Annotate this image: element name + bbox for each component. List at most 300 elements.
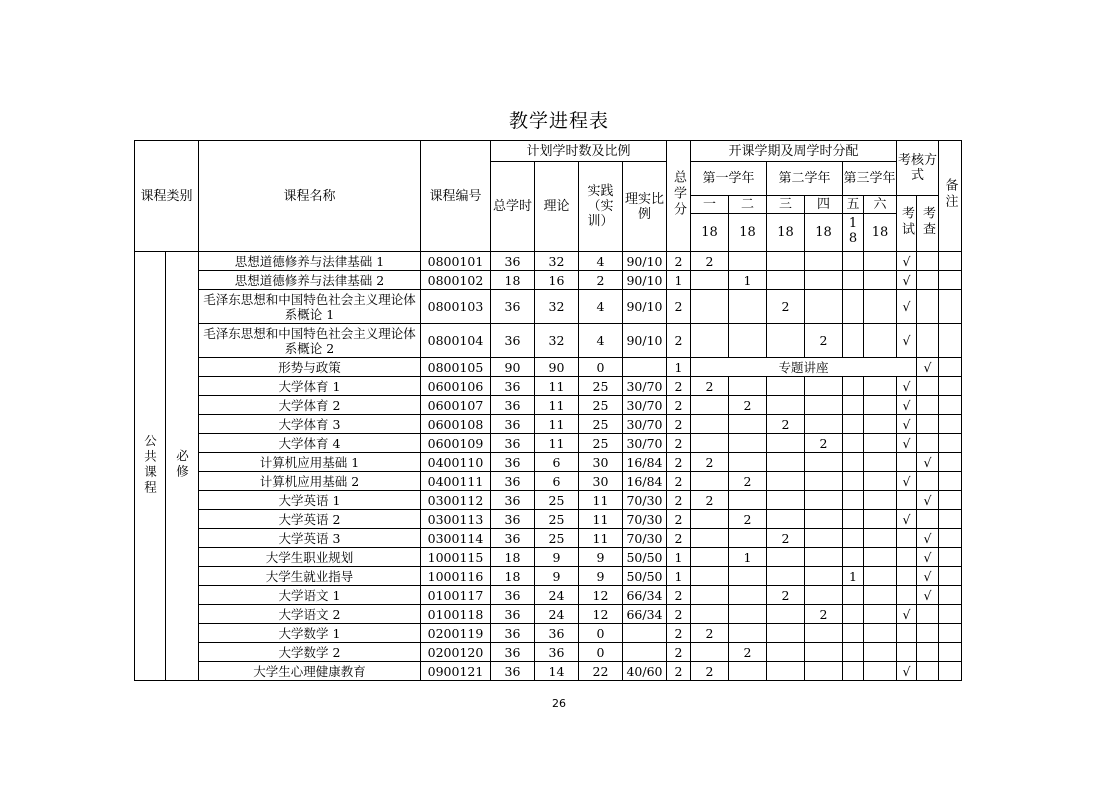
- semester-4-hours: [805, 510, 843, 529]
- practice-hours: 25: [579, 396, 623, 415]
- course-name: 大学英语 3: [199, 529, 421, 548]
- semester-4-hours: [805, 396, 843, 415]
- total-hours: 36: [491, 643, 535, 662]
- header-remarks-label: 备注: [942, 178, 958, 210]
- semester-3-hours: [767, 567, 805, 586]
- remarks: [939, 377, 962, 396]
- semester-3-hours: [767, 605, 805, 624]
- semester-6-hours: [864, 643, 897, 662]
- total-hours: 36: [491, 605, 535, 624]
- semester-1-hours: 2: [691, 377, 729, 396]
- semester-1-hours: [691, 415, 729, 434]
- semester-3-hours: [767, 662, 805, 681]
- semester-1-hours: [691, 472, 729, 491]
- practice-hours: 4: [579, 290, 623, 324]
- semester-6-hours: [864, 415, 897, 434]
- course-name: 大学生职业规划: [199, 548, 421, 567]
- group-category-label: 公共课程: [142, 433, 158, 496]
- semester-3-hours: [767, 453, 805, 472]
- semester-2-hours: [729, 491, 767, 510]
- header-weeks-5-label: 18: [845, 215, 861, 246]
- header-plan-hours: 计划学时数及比例: [491, 141, 667, 162]
- practice-hours: 12: [579, 586, 623, 605]
- semester-2-hours: [729, 252, 767, 271]
- course-code: 0600109: [421, 434, 491, 453]
- credits: 2: [667, 605, 691, 624]
- exam-mark: [897, 529, 917, 548]
- semester-1-hours: 2: [691, 662, 729, 681]
- exam-mark: [897, 643, 917, 662]
- theory-hours: 32: [535, 290, 579, 324]
- theory-hours: 14: [535, 662, 579, 681]
- credits: 2: [667, 472, 691, 491]
- check-mark: [917, 271, 939, 290]
- semester-6-hours: [864, 434, 897, 453]
- theory-hours: 90: [535, 358, 579, 377]
- check-mark: √: [917, 491, 939, 510]
- semester-3-hours: [767, 510, 805, 529]
- exam-mark: [897, 586, 917, 605]
- semester-2-hours: [729, 290, 767, 324]
- check-mark: √: [917, 586, 939, 605]
- ratio: 66/34: [623, 586, 667, 605]
- remarks: [939, 271, 962, 290]
- course-code: 0100118: [421, 605, 491, 624]
- table-row: [135, 529, 962, 548]
- course-code: 0600107: [421, 396, 491, 415]
- course-name: 计算机应用基础 1: [199, 453, 421, 472]
- header-sem-5: 五: [843, 196, 864, 214]
- practice-hours: 25: [579, 415, 623, 434]
- semester-5-hours: [843, 643, 864, 662]
- semester-5-hours: [843, 415, 864, 434]
- course-name: 思想道德修养与法律基础 1: [199, 252, 421, 271]
- header-ratio: 理实比例: [623, 162, 667, 252]
- semester-5-hours: [843, 624, 864, 643]
- header-exam-label: 考试: [899, 205, 914, 238]
- course-code: 0200119: [421, 624, 491, 643]
- semester-4-hours: [805, 377, 843, 396]
- total-hours: 18: [491, 271, 535, 290]
- credits: 2: [667, 529, 691, 548]
- check-mark: √: [917, 358, 939, 377]
- total-hours: 18: [491, 548, 535, 567]
- ratio: 70/30: [623, 510, 667, 529]
- remarks: [939, 548, 962, 567]
- practice-hours: 22: [579, 662, 623, 681]
- group-type-label: 必修: [174, 449, 190, 480]
- group-type: [166, 252, 199, 681]
- practice-hours: 4: [579, 252, 623, 271]
- table-row: [135, 290, 962, 324]
- theory-hours: 32: [535, 252, 579, 271]
- total-hours: 36: [491, 396, 535, 415]
- semester-5-hours: [843, 252, 864, 271]
- course-code: 1000115: [421, 548, 491, 567]
- course-code: 0600106: [421, 377, 491, 396]
- header-semester-dist: 开课学期及周学时分配: [691, 141, 897, 162]
- ratio: 66/34: [623, 605, 667, 624]
- semester-5-hours: [843, 510, 864, 529]
- table-row: [135, 586, 962, 605]
- credits: 2: [667, 415, 691, 434]
- practice-hours: 0: [579, 624, 623, 643]
- course-name: 毛泽东思想和中国特色社会主义理论体系概论 1: [199, 290, 421, 324]
- theory-hours: 6: [535, 472, 579, 491]
- remarks: [939, 324, 962, 358]
- semester-1-hours: [691, 548, 729, 567]
- header-weeks-2: 18: [729, 214, 767, 252]
- semester-4-hours: 2: [805, 605, 843, 624]
- credits: 1: [667, 271, 691, 290]
- total-hours: 36: [491, 324, 535, 358]
- credits: 2: [667, 491, 691, 510]
- check-mark: [917, 377, 939, 396]
- header-sem-2: 二: [729, 196, 767, 214]
- total-hours: 36: [491, 662, 535, 681]
- course-name: 毛泽东思想和中国特色社会主义理论体系概论 2: [199, 324, 421, 358]
- course-name: 大学数学 2: [199, 643, 421, 662]
- semester-5-hours: [843, 396, 864, 415]
- check-mark: √: [917, 548, 939, 567]
- semester-2-hours: [729, 415, 767, 434]
- semester-3-hours: 2: [767, 586, 805, 605]
- semester-5-hours: [843, 529, 864, 548]
- semester-6-hours: [864, 586, 897, 605]
- ratio: 90/10: [623, 290, 667, 324]
- semester-2-hours: [729, 453, 767, 472]
- check-mark: [917, 662, 939, 681]
- total-hours: 36: [491, 290, 535, 324]
- semester-2-hours: 2: [729, 472, 767, 491]
- exam-mark: √: [897, 662, 917, 681]
- exam-mark: [897, 491, 917, 510]
- header-weeks-3: 18: [767, 214, 805, 252]
- semester-5-hours: [843, 662, 864, 681]
- course-code: 0100117: [421, 586, 491, 605]
- course-code: 0800102: [421, 271, 491, 290]
- semester-6-hours: [864, 290, 897, 324]
- semester-6-hours: [864, 453, 897, 472]
- semester-6-hours: [864, 624, 897, 643]
- semester-4-hours: [805, 290, 843, 324]
- header-total-hours: 总学时: [491, 162, 535, 252]
- remarks: [939, 415, 962, 434]
- semester-4-hours: [805, 567, 843, 586]
- credits: 2: [667, 252, 691, 271]
- theory-hours: 11: [535, 415, 579, 434]
- theory-hours: 9: [535, 567, 579, 586]
- table-row: [135, 643, 962, 662]
- check-mark: [917, 472, 939, 491]
- remarks: [939, 586, 962, 605]
- semester-4-hours: [805, 252, 843, 271]
- ratio: 90/10: [623, 324, 667, 358]
- table-row: [135, 377, 962, 396]
- course-name: 大学体育 3: [199, 415, 421, 434]
- check-mark: [917, 605, 939, 624]
- remarks: [939, 491, 962, 510]
- practice-hours: 30: [579, 472, 623, 491]
- semester-4-hours: [805, 643, 843, 662]
- table-row: [135, 415, 962, 434]
- ratio: 16/84: [623, 453, 667, 472]
- remarks: [939, 510, 962, 529]
- table-row: [135, 271, 962, 290]
- table-row: [135, 453, 962, 472]
- remarks: [939, 529, 962, 548]
- table-row: [135, 434, 962, 453]
- remarks: [939, 396, 962, 415]
- semester-3-hours: [767, 548, 805, 567]
- semester-4-hours: [805, 415, 843, 434]
- table-row: [135, 358, 962, 377]
- semester-6-hours: [864, 662, 897, 681]
- total-hours: 36: [491, 252, 535, 271]
- semester-6-hours: [864, 271, 897, 290]
- course-name: 大学数学 1: [199, 624, 421, 643]
- theory-hours: 32: [535, 324, 579, 358]
- header-practice: 实践（实训）: [579, 162, 623, 252]
- exam-mark: √: [897, 415, 917, 434]
- check-mark: √: [917, 529, 939, 548]
- semester-5-hours: [843, 290, 864, 324]
- check-mark: [917, 624, 939, 643]
- remarks: [939, 624, 962, 643]
- ratio: 30/70: [623, 396, 667, 415]
- check-mark: √: [917, 453, 939, 472]
- ratio: 40/60: [623, 662, 667, 681]
- semester-4-hours: [805, 548, 843, 567]
- theory-hours: 36: [535, 643, 579, 662]
- course-name: 大学英语 1: [199, 491, 421, 510]
- course-code: 1000116: [421, 567, 491, 586]
- semester-2-hours: [729, 567, 767, 586]
- ratio: 30/70: [623, 377, 667, 396]
- semester-6-hours: [864, 510, 897, 529]
- ratio: 50/50: [623, 548, 667, 567]
- check-mark: [917, 434, 939, 453]
- theory-hours: 11: [535, 377, 579, 396]
- header-exam: [897, 196, 917, 252]
- total-hours: 36: [491, 415, 535, 434]
- check-mark: [917, 643, 939, 662]
- remarks: [939, 290, 962, 324]
- semester-1-hours: [691, 605, 729, 624]
- exam-mark: √: [897, 605, 917, 624]
- table-row: [135, 472, 962, 491]
- theory-hours: 25: [535, 491, 579, 510]
- total-hours: 36: [491, 377, 535, 396]
- semester-1-hours: [691, 567, 729, 586]
- table-row: [135, 567, 962, 586]
- ratio: [623, 624, 667, 643]
- header-year3: 第三学年: [843, 162, 897, 196]
- exam-mark: [897, 453, 917, 472]
- remarks: [939, 605, 962, 624]
- course-code: 0400110: [421, 453, 491, 472]
- header-assessment: 考核方式: [897, 141, 939, 196]
- table-row: [135, 396, 962, 415]
- total-hours: 36: [491, 491, 535, 510]
- exam-mark: √: [897, 396, 917, 415]
- semester-3-hours: [767, 324, 805, 358]
- total-hours: 36: [491, 434, 535, 453]
- ratio: 16/84: [623, 472, 667, 491]
- semester-5-hours: 1: [843, 567, 864, 586]
- total-hours: 18: [491, 567, 535, 586]
- semester-2-hours: [729, 377, 767, 396]
- course-code: 0300112: [421, 491, 491, 510]
- credits: 2: [667, 624, 691, 643]
- course-code: 0200120: [421, 643, 491, 662]
- semester-1-hours: [691, 290, 729, 324]
- table-row: [135, 252, 962, 271]
- table-row: [135, 324, 962, 358]
- credits: 2: [667, 324, 691, 358]
- header-year2: 第二学年: [767, 162, 843, 196]
- semester-6-hours: [864, 529, 897, 548]
- merged-note: 专题讲座: [691, 358, 917, 377]
- header-weeks-1: 18: [691, 214, 729, 252]
- semester-4-hours: [805, 529, 843, 548]
- remarks: [939, 252, 962, 271]
- course-code: 0800105: [421, 358, 491, 377]
- theory-hours: 16: [535, 271, 579, 290]
- semester-6-hours: [864, 324, 897, 358]
- semester-2-hours: [729, 605, 767, 624]
- semester-4-hours: [805, 491, 843, 510]
- teaching-schedule-table: [134, 140, 962, 681]
- credits: 2: [667, 290, 691, 324]
- course-name: 大学英语 2: [199, 510, 421, 529]
- exam-mark: [897, 548, 917, 567]
- semester-4-hours: [805, 453, 843, 472]
- course-code: 0300113: [421, 510, 491, 529]
- course-name: 大学体育 4: [199, 434, 421, 453]
- semester-1-hours: [691, 396, 729, 415]
- semester-6-hours: [864, 605, 897, 624]
- semester-6-hours: [864, 548, 897, 567]
- exam-mark: [897, 567, 917, 586]
- remarks: [939, 567, 962, 586]
- practice-hours: 25: [579, 377, 623, 396]
- semester-1-hours: 2: [691, 453, 729, 472]
- table-row: [135, 662, 962, 681]
- practice-hours: 4: [579, 324, 623, 358]
- header-sem-6: 六: [864, 196, 897, 214]
- semester-1-hours: [691, 434, 729, 453]
- semester-1-hours: [691, 643, 729, 662]
- exam-mark: √: [897, 377, 917, 396]
- semester-3-hours: [767, 396, 805, 415]
- semester-1-hours: 2: [691, 252, 729, 271]
- table-row: [135, 605, 962, 624]
- exam-mark: √: [897, 434, 917, 453]
- course-name: 大学生心理健康教育: [199, 662, 421, 681]
- check-mark: √: [917, 567, 939, 586]
- header-sem-1: 一: [691, 196, 729, 214]
- semester-3-hours: [767, 624, 805, 643]
- header-weeks-6: 18: [864, 214, 897, 252]
- semester-4-hours: [805, 586, 843, 605]
- theory-hours: 6: [535, 453, 579, 472]
- page-number: 26: [552, 697, 566, 710]
- header-course-name: 课程名称: [199, 141, 421, 252]
- remarks: [939, 662, 962, 681]
- course-code: 0400111: [421, 472, 491, 491]
- header-check: [917, 196, 939, 252]
- practice-hours: 0: [579, 358, 623, 377]
- semester-2-hours: 2: [729, 643, 767, 662]
- credits: 2: [667, 586, 691, 605]
- course-name: 大学语文 2: [199, 605, 421, 624]
- semester-2-hours: [729, 324, 767, 358]
- semester-3-hours: [767, 491, 805, 510]
- semester-3-hours: [767, 643, 805, 662]
- header-credits: [667, 141, 691, 252]
- credits: 2: [667, 396, 691, 415]
- semester-4-hours: [805, 662, 843, 681]
- course-name: 大学体育 1: [199, 377, 421, 396]
- table-row: [135, 548, 962, 567]
- semester-1-hours: 2: [691, 491, 729, 510]
- course-name: 形势与政策: [199, 358, 421, 377]
- total-hours: 36: [491, 624, 535, 643]
- credits: 2: [667, 377, 691, 396]
- credits: 2: [667, 434, 691, 453]
- course-name: 大学语文 1: [199, 586, 421, 605]
- table-row: [135, 491, 962, 510]
- total-hours: 36: [491, 453, 535, 472]
- check-mark: [917, 252, 939, 271]
- theory-hours: 11: [535, 396, 579, 415]
- course-code: 0600108: [421, 415, 491, 434]
- practice-hours: 11: [579, 529, 623, 548]
- check-mark: [917, 290, 939, 324]
- credits: 2: [667, 662, 691, 681]
- ratio: 30/70: [623, 434, 667, 453]
- semester-1-hours: [691, 529, 729, 548]
- semester-4-hours: [805, 472, 843, 491]
- remarks: [939, 453, 962, 472]
- semester-4-hours: [805, 271, 843, 290]
- course-code: 0300114: [421, 529, 491, 548]
- course-code: 0800104: [421, 324, 491, 358]
- semester-5-hours: [843, 324, 864, 358]
- credits: 2: [667, 510, 691, 529]
- group-category: [135, 252, 166, 681]
- semester-6-hours: [864, 491, 897, 510]
- table-row: [135, 624, 962, 643]
- semester-2-hours: [729, 529, 767, 548]
- practice-hours: 30: [579, 453, 623, 472]
- ratio: 50/50: [623, 567, 667, 586]
- semester-4-hours: 2: [805, 324, 843, 358]
- semester-6-hours: [864, 472, 897, 491]
- practice-hours: 9: [579, 548, 623, 567]
- header-weeks-5: [843, 214, 864, 252]
- semester-5-hours: [843, 472, 864, 491]
- semester-3-hours: [767, 472, 805, 491]
- semester-2-hours: [729, 434, 767, 453]
- header-theory: 理论: [535, 162, 579, 252]
- credits: 1: [667, 548, 691, 567]
- exam-mark: [897, 624, 917, 643]
- credits: 2: [667, 643, 691, 662]
- course-name: 计算机应用基础 2: [199, 472, 421, 491]
- practice-hours: 2: [579, 271, 623, 290]
